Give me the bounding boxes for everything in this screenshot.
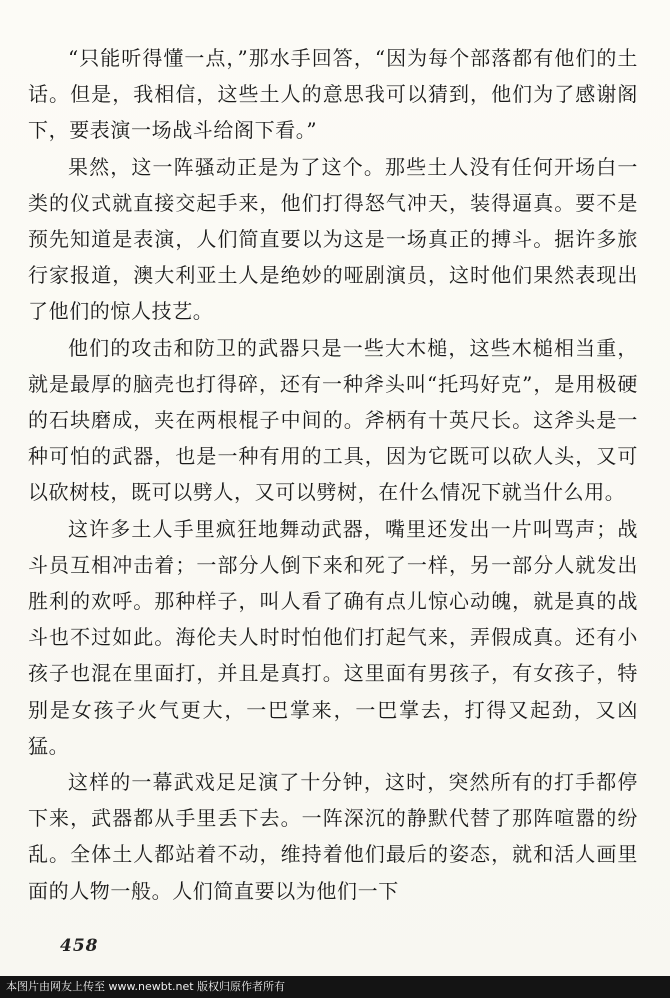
paragraph-1: “只能听得懂一点，”那水手回答，“因为每个部落都有他们的土话。但是，我相信，这些土人的意思我可以猜到，他们为了感谢阁下，要表演一场战斗给阁下看。”	[28, 46, 638, 143]
paragraph-3: 他们的攻击和防卫的武器只是一些大木槌，这些木槌相当重，就是最厚的脑壳也打得碎，还有一种斧头叫“托玛好克”，是用极硬的石块磨成，夹在两根棍子中间的。斧柄有十英尺长。这斧头是一种可怕的武器，也是一种有用的工具，因为它既可以砍人头，又可以砍树枝，既可以劈人，又可以劈树，在什么情况下就当什么用。	[28, 335, 638, 505]
paragraph-4: 这许多土人手里疯狂地舞动武器，嘴里还发出一片叫骂声；战斗员互相冲击着；一部分人倒下来和死了一样，另一部分人就发出胜利的欢呼。那种样子，叫人看了确有点儿惊心动魄，就是真的战斗也不过如此。海伦夫人时时怕他们打起气来，弄假成真。还有小孩子也混在里面打，并且是真打。这里面有男孩子，有女孩子，特别是女孩子火气更大，一巴掌来，一巴掌去，打得又起劲，又凶猛。	[28, 516, 638, 758]
watermark-text: 本图片由网友上传至 www.newbt.net 版权归原作者所有	[6, 980, 286, 993]
watermark-bar	[0, 976, 670, 998]
page-number: 458	[60, 936, 99, 956]
paragraph-5: 这样的一幕武戏足足演了十分钟，这时，突然所有的打手都停下来，武器都从手里丢下去。一阵深沉的静默代替了那阵喧嚣的纷乱。全体土人都站着不动，维持着他们最后的姿态，就和活人画里面的人物一般。人们简直要以为他们一下	[28, 770, 638, 903]
paragraph-2: 果然，这一阵骚动正是为了这个。那些土人没有任何开场白一类的仪式就直接交起手来，他们打得怒气冲天，装得逼真。要不是预先知道是表演，人们简直要以为这是一场真正的搏斗。据许多旅行家报道，澳大利亚土人是绝妙的哑剧演员，这时他们果然表现出了他们的惊人技艺。	[28, 154, 638, 324]
body-text	[28, 40, 638, 909]
